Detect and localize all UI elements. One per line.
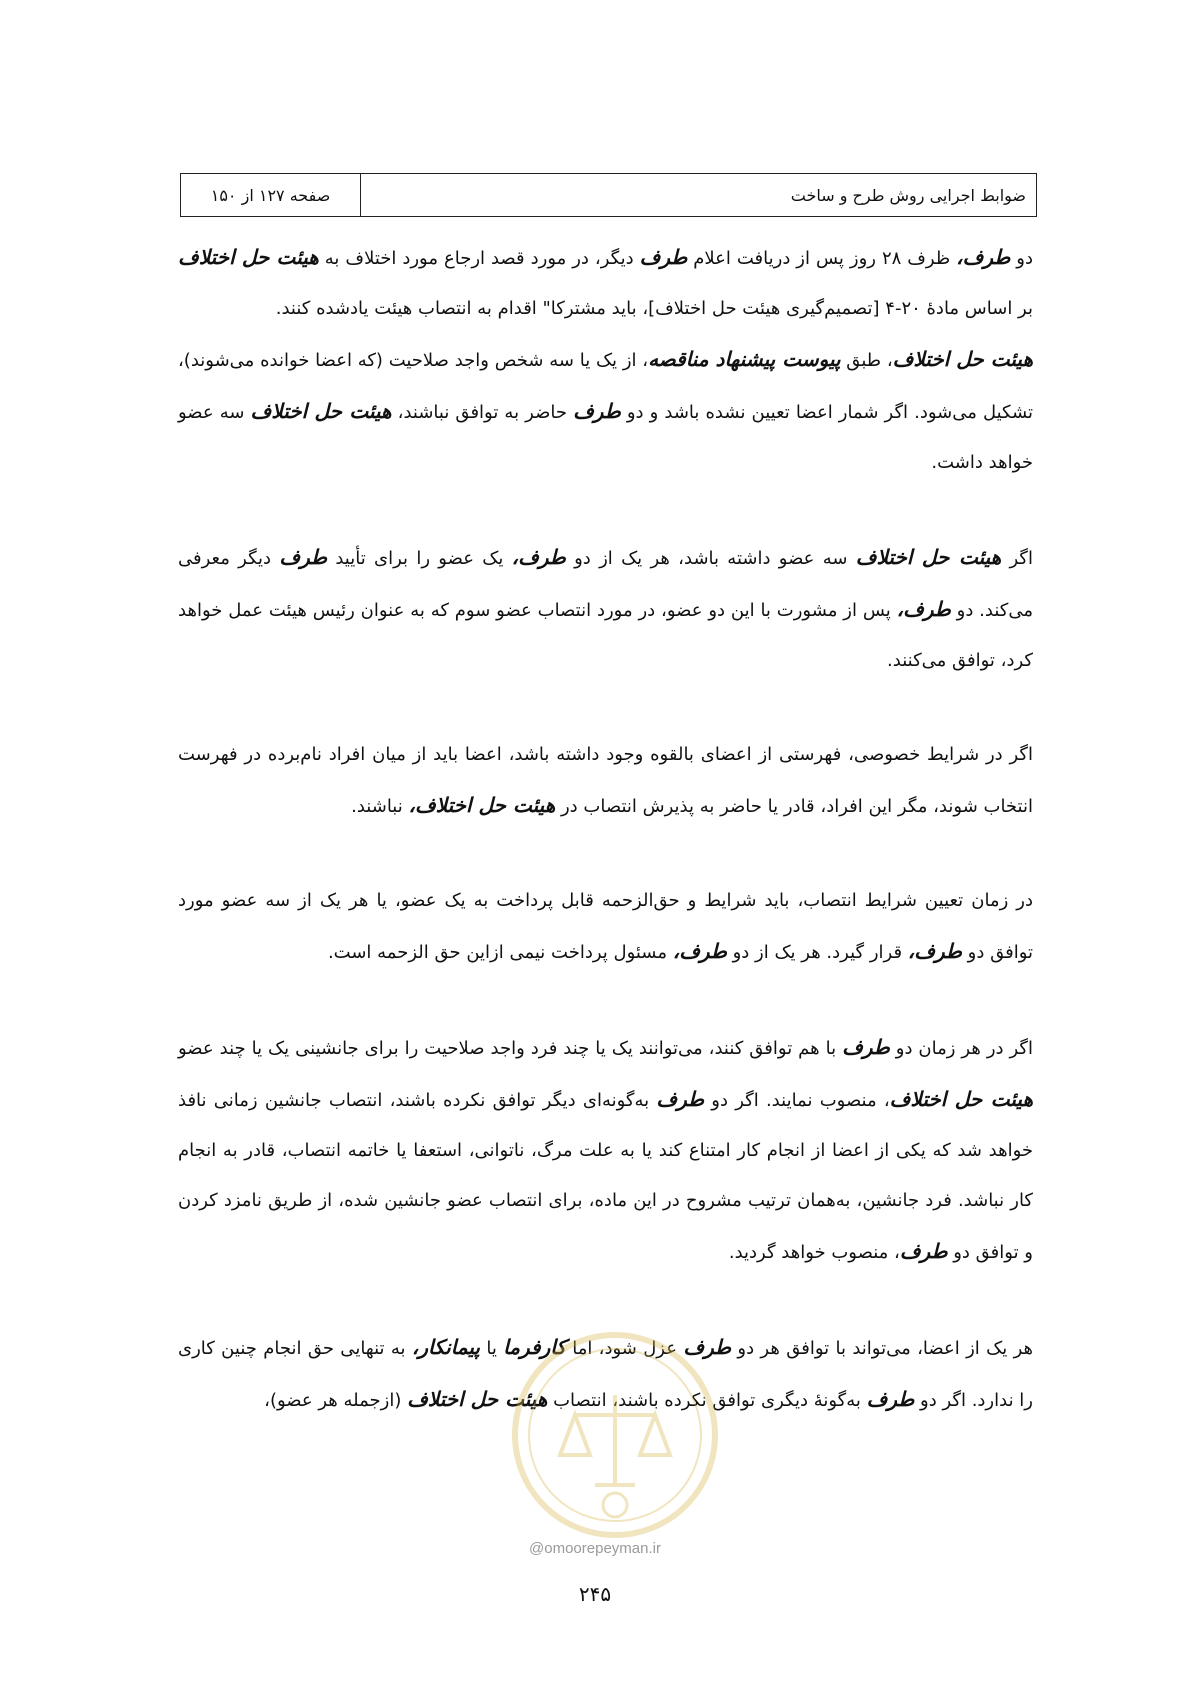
text-run: در زمان تعیین شرایط انتصاب، باید شرایط و حق‌الزحمه قابل پرداخت به یک عضو، یا هر یک از سه عضو مورد توافق دو: [178, 890, 1033, 963]
text-run: پس از مشورت با این دو عضو، در مورد انتصاب عضو سوم که به عنوان رئیس هیئت عمل خواهد کرد، توافق می‌کنند.: [178, 600, 1033, 671]
text-run: قرار گیرد. هر یک از دو: [726, 942, 908, 963]
defined-term: هیئت حل اختلاف: [178, 245, 319, 269]
text-run: دیگر معرفی می‌کند. دو: [178, 548, 1034, 621]
text-run: به‌گونه‌ای دیگر توافق نکرده باشند، انتصاب جانشین زمانی نافذ خواهد شد که یکی از اعضا از انجام کار امتناع کند یا به علت مرگ، ناتوانی، استعفا یا خاتمه انتصاب، قادر به انجام کار نباشد. فرد جانشین، به‌همان ترتیب مشروح در این ماده، برای انتصاب عضو جانشین شده، از طریق نامزد کردن و توافق دو: [178, 1090, 1033, 1263]
text-run: حاضر به توافق نباشند،: [391, 402, 574, 423]
body-text: [178, 232, 1033, 1426]
text-run: بر اساس مادهٔ ۲۰-۴ [تصمیم‌گیری هیئت حل اختلاف]، باید مشترکا" اقدام به انتصاب هیئت یادشده کنند.: [275, 298, 1033, 319]
defined-term: پیوست پیشنهاد مناقصه: [648, 347, 841, 371]
text-run: (ازجمله هر عضو)،: [264, 1390, 408, 1411]
text-run: سه عضو داشته باشد، هر یک از دو: [565, 548, 856, 569]
text-run: به‌گونهٔ دیگری توافق نکرده باشند، انتصاب: [547, 1390, 867, 1411]
watermark-site: @omoorepeyman.ir: [529, 1540, 661, 1557]
text-run: با هم توافق کنند، می‌توانند یک یا چند فرد واجد صلاحیت را برای جانشینی یک یا چند عضو: [178, 1038, 843, 1059]
defined-term: طرف: [573, 399, 621, 423]
defined-term: هیئت حل اختلاف: [407, 1387, 548, 1411]
text-run: نباشند.: [351, 796, 409, 817]
text-run: ظرف ۲۸ روز پس از دریافت اعلام: [687, 248, 957, 269]
text-run: ، منصوب خواهد گردید.: [728, 1242, 900, 1263]
defined-term: طرف: [866, 1387, 915, 1411]
paragraph: [178, 876, 1033, 978]
text-run: دیگر، در مورد قصد ارجاع مورد اختلاف به: [318, 248, 640, 269]
defined-term: هیئت حل اختلاف: [250, 399, 392, 423]
text-run: ، طبق: [840, 350, 893, 371]
page-number: ۲۴۵: [578, 1582, 612, 1606]
text-run: یک عضو را برای تأیید: [327, 548, 512, 569]
defined-term: هیئت حل اختلاف: [889, 1087, 1033, 1111]
text-run: دو: [1010, 248, 1033, 269]
paragraph: [178, 1022, 1033, 1278]
paragraph: [178, 1322, 1033, 1426]
watermark-gear-icon: [603, 1493, 627, 1517]
defined-term: طرف: [683, 1335, 732, 1359]
defined-term: طرف: [639, 245, 688, 269]
defined-term: هیئت حل اختلاف،: [408, 793, 556, 817]
page-info: صفحه ۱۲۷ از ۱۵۰: [210, 185, 331, 205]
text-run: مسئول پرداخت نیمی ازاین حق الزحمه است.: [327, 942, 673, 963]
defined-term: پیمانکار،: [411, 1335, 480, 1359]
defined-term: هیئت حل اختلاف: [855, 545, 1002, 569]
text-run: به تنهایی حق انجام چنین کاری را ندارد. اگر دو: [178, 1338, 1033, 1411]
text-run: ، از یک یا سه شخص واجد صلاحیت (که اعضا خوانده می‌شوند)، تشکیل می‌شود. اگر شمار اعضا تعیین نشده باشد و دو: [178, 350, 1034, 423]
defined-term: طرف،: [956, 245, 1011, 269]
text-run: یا: [479, 1338, 504, 1359]
text-run: سه عضو خواهد داشت.: [178, 402, 1033, 473]
text-run: هر یک از اعضا، می‌تواند با توافق هر دو: [731, 1338, 1033, 1359]
defined-term: طرف: [656, 1087, 705, 1111]
defined-term: طرف: [842, 1035, 890, 1059]
paragraph: [178, 730, 1033, 832]
text-run: اگر در هر زمان دو: [889, 1038, 1033, 1059]
paragraph: [178, 232, 1033, 334]
paragraph: [178, 532, 1033, 686]
text-run: عزل شود، اما: [565, 1338, 684, 1359]
paragraph: [178, 334, 1033, 488]
page-header-table: [180, 173, 1037, 217]
defined-term: طرف،: [907, 939, 962, 963]
defined-term: طرف،: [896, 597, 951, 621]
defined-term: کارفرما: [503, 1335, 566, 1359]
defined-term: طرف: [279, 545, 328, 569]
text-run: ، منصوب نمایند. اگر دو: [704, 1090, 890, 1111]
defined-term: طرف: [899, 1239, 948, 1263]
text-run: اگر در شرایط خصوصی، فهرستی از اعضای بالقوه وجود داشته باشد، اعضا باید از میان افراد نام‌برده در فهرست انتخاب شوند، مگر این افراد، قادر یا حاضر به پذیرش انتصاب در: [178, 744, 1033, 817]
defined-term: هیئت حل اختلاف: [892, 347, 1034, 371]
defined-term: طرف،: [672, 939, 727, 963]
defined-term: طرف،: [511, 545, 566, 569]
text-run: اگر: [1001, 548, 1033, 569]
document-title: ضوابط اجرایی روش طرح و ساخت: [360, 174, 1036, 216]
